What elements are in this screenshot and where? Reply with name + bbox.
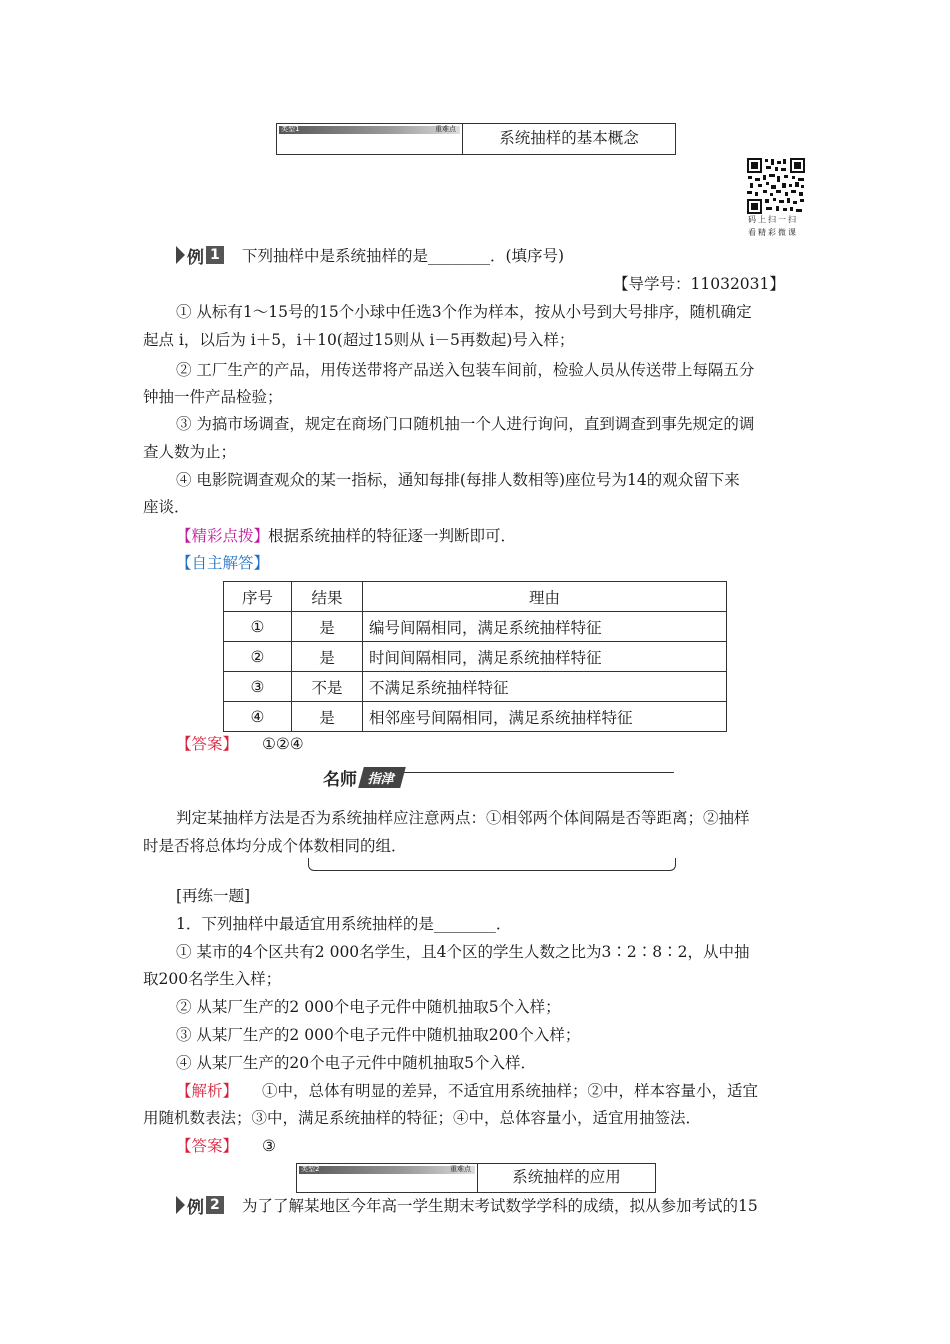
table-row [224, 612, 727, 642]
table-cell: 相邻座号间隔相同，满足系统抽样特征 [363, 702, 727, 732]
triangle-icon [176, 1196, 185, 1214]
practice-line-3: 取200名学生入样； [143, 970, 282, 988]
teacher-box-bottom [308, 858, 676, 871]
table-header: 理由 [363, 582, 727, 612]
example-1-line-7: ④ 电影院调查观众的某一指标，通知每排(每排人数相等)座位号为14的观众留下来 [176, 471, 740, 489]
practice-title: [再练一题] [176, 887, 251, 905]
example-1-line-3: ② 工厂生产的产品，用传送带将产品送入包装车间前，检验人员从传送带上每隔五分 [176, 361, 755, 379]
practice-line-4: ② 从某厂生产的2 000个电子元件中随机抽取5个入样； [176, 998, 561, 1016]
answer-label-2: 【答案】 [176, 1137, 239, 1155]
analysis-line-2: 用随机数表法；③中，满足系统抽样的特征；④中，总体容量小，适宜用抽签法． [143, 1109, 702, 1127]
table-cell: 时间间隔相同，满足系统抽样特征 [363, 642, 727, 672]
qr-caption-2: 看精彩微课 [748, 228, 798, 237]
example-2-marker: 例 2 [176, 1194, 224, 1216]
teacher-line-1: 判定某抽样方法是否为系统抽样应注意两点：①相邻两个体间隔是否等距离；②抽样 [176, 809, 750, 827]
table-row [224, 672, 727, 702]
triangle-icon [176, 246, 185, 264]
example-2-question: 为了了解某地区今年高一学生期末考试数学学科的成绩，拟从参加考试的15 [242, 1197, 758, 1215]
table-cell: 是 [292, 612, 363, 642]
section-tag: 类型2 [301, 1165, 320, 1173]
hint-label: 【精彩点拨】 [176, 527, 270, 545]
section-title: 系统抽样的基本概念 [499, 129, 639, 147]
analysis-line-1: ①中，总体有明显的差异，不适宜用系统抽样；②中，样本容量小，适宜 [262, 1082, 759, 1100]
table-cell: 是 [292, 642, 363, 672]
qr-code-icon [746, 157, 806, 215]
table-header-row [224, 582, 727, 612]
table-cell: 编号间隔相同，满足系统抽样特征 [363, 612, 727, 642]
table-header: 序号 [224, 582, 292, 612]
practice-line-1: 1．下列抽样中最适宜用系统抽样的是________． [176, 915, 512, 933]
answer-value-1: ①②④ [262, 735, 304, 753]
answer-value-2: ③ [262, 1137, 276, 1155]
answer-label-1: 【答案】 [176, 735, 239, 753]
section-tag2: 重难点 [450, 1165, 471, 1173]
section-title: 系统抽样的应用 [512, 1168, 621, 1186]
section-header-1 [276, 123, 676, 155]
answer-table [223, 581, 727, 732]
section-tag2: 重难点 [435, 125, 456, 133]
table-cell: ② [224, 642, 292, 672]
section-header-2 [296, 1163, 656, 1193]
table-cell: ③ [224, 672, 292, 702]
example-1-marker: 例 1 [176, 244, 224, 266]
table-header: 结果 [292, 582, 363, 612]
table-row [224, 702, 727, 732]
table-row [224, 642, 727, 672]
example-1-line-6: 查人数为止； [143, 443, 237, 461]
example-1-line-8: 座谈． [143, 498, 190, 516]
example-1-line-2: 起点 i，以后为 i＋5，i＋10(超过15则从 i－5再数起)号入样； [143, 331, 575, 349]
section-tag: 类型1 [281, 125, 300, 133]
practice-line-2: ① 某市的4个区共有2 000名学生，且4个区的学生人数之比为3∶2∶8∶2，从中抽 [176, 943, 750, 961]
self-answer-label: 【自主解答】 [176, 554, 270, 572]
example-1-line-4: 钟抽一件产品检验； [143, 388, 283, 406]
table-cell: ① [224, 612, 292, 642]
table-cell: 不是 [292, 672, 363, 702]
guide-number: 【导学号：11032031】 [613, 275, 785, 293]
hint-text: 根据系统抽样的特征逐一判断即可． [268, 527, 517, 545]
table-cell: ④ [224, 702, 292, 732]
table-cell: 不满足系统抽样特征 [363, 672, 727, 702]
teacher-line-2: 时是否将总体均分成个体数相同的组． [143, 837, 407, 855]
table-cell: 是 [292, 702, 363, 732]
example-1-line-5: ③ 为搞市场调查，规定在商场门口随机抽一个人进行询问，直到调查到事先规定的调 [176, 415, 755, 433]
teacher-badge: 名师 指津 [323, 765, 403, 790]
practice-line-6: ④ 从某厂生产的20个电子元件中随机抽取5个入样． [176, 1054, 537, 1072]
example-1-line-1: ① 从标有1～15号的15个小球中任选3个作为样本，按从小号到大号排序，随机确定 [176, 303, 752, 321]
analysis-label: 【解析】 [176, 1082, 239, 1100]
example-1-question: 下列抽样中是系统抽样的是________．(填序号) [242, 247, 565, 265]
teacher-box-top-line [392, 772, 674, 773]
qr-caption-1: 码上扫一扫 [748, 215, 798, 224]
practice-line-5: ③ 从某厂生产的2 000个电子元件中随机抽取200个入样； [176, 1026, 581, 1044]
